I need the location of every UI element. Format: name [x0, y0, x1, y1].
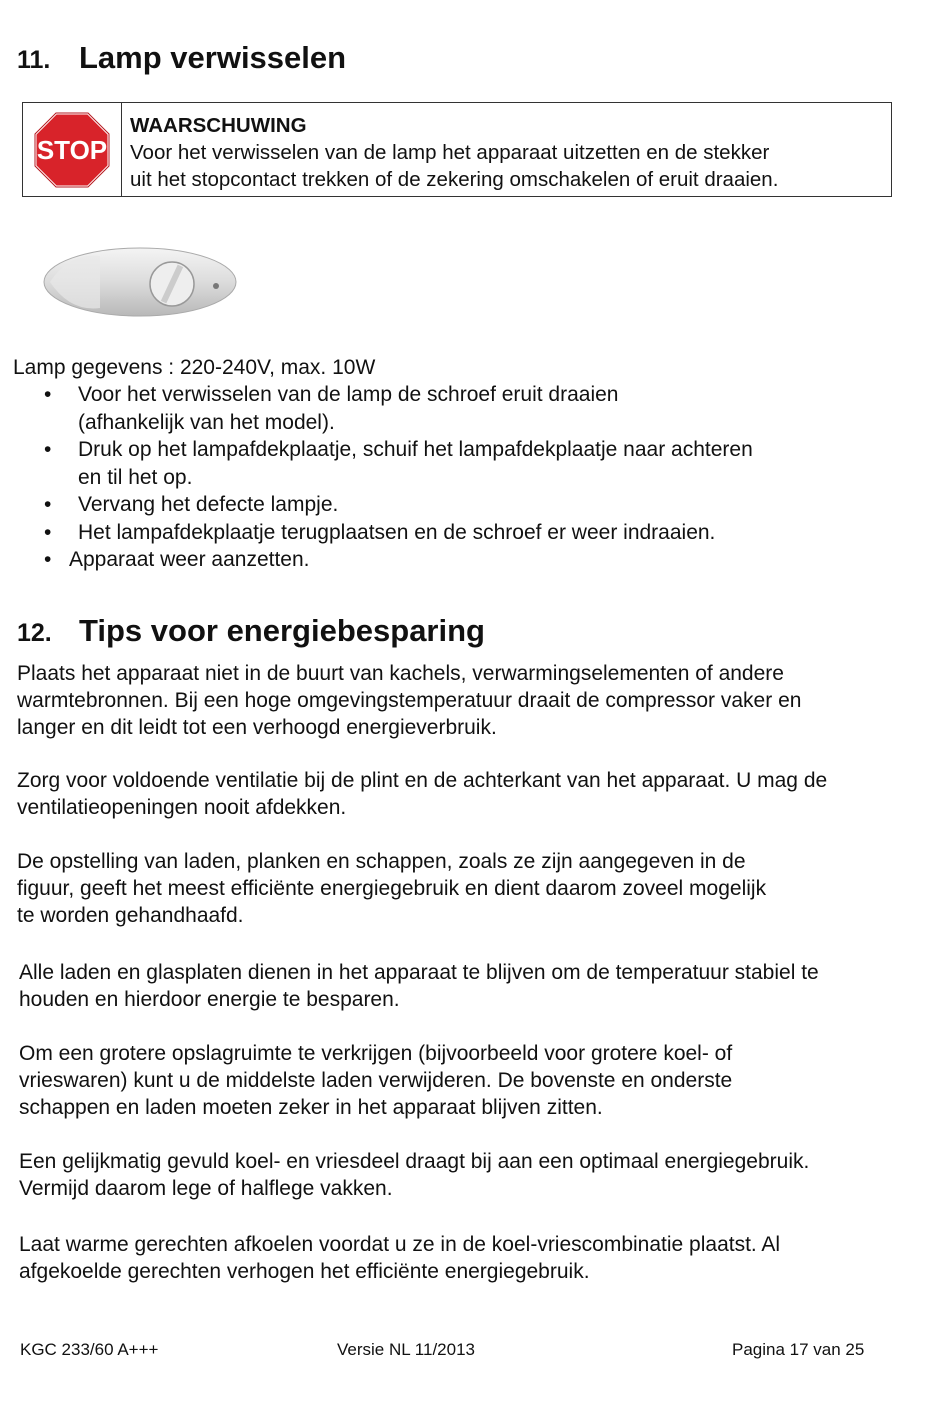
list-item: • Druk op het lampafdekplaatje, schuif het lampafdekplaatje naar achteren en til het op.	[40, 436, 753, 491]
warning-text	[122, 103, 786, 196]
section-11-title: Lamp verwisselen	[79, 40, 347, 75]
lamp-steps-list	[40, 381, 753, 574]
footer-page-number: Pagina 17 van 25	[732, 1340, 865, 1359]
paragraph: Een gelijkmatig gevuld koel- en vriesdeel draagt bij aan een optimaal energiegebruik. Vermijd daarom lege of halflege vakken.	[19, 1150, 810, 1200]
paragraph: Laat warme gerechten afkoelen voordat u ze in de koel-vriescombinatie plaatst. Al afgekoelde gerechten verhogen het efficiënte energiegebruik.	[19, 1233, 781, 1283]
list-item: • Voor het verwisselen van de lamp de schroef eruit draaien (afhankelijk van het model).	[40, 381, 753, 436]
lamp-data: Lamp gegevens : 220-240V, max. 10W	[13, 356, 376, 379]
section-12-number: 12.	[17, 619, 52, 647]
list-item: • Vervang het defecte lampje.	[40, 491, 753, 519]
stop-sign-icon	[33, 111, 111, 189]
section-11-number: 11.	[17, 46, 51, 74]
section-12-title: Tips voor energiebesparing	[79, 613, 485, 648]
warning-line-2: uit het stopcontact trekken of de zekering omschakelen of eruit draaien.	[130, 168, 779, 191]
stop-sign-text: STOP	[36, 134, 108, 165]
paragraph: Zorg voor voldoende ventilatie bij de plint en de achterkant van het apparaat. U mag de ventilatieopeningen nooit afdekken.	[17, 769, 828, 819]
section-11-heading	[17, 40, 346, 76]
warning-line-1: Voor het verwisselen van de lamp het apparaat uitzetten en de stekker	[130, 141, 770, 164]
footer-version: Versie NL 11/2013	[337, 1340, 475, 1359]
list-item: • Apparaat weer aanzetten.	[40, 546, 753, 574]
warning-box	[22, 102, 892, 197]
warning-title: WAARSCHUWING	[130, 114, 307, 137]
paragraph: Om een grotere opslagruimte te verkrijgen (bijvoorbeeld voor grotere koel- of vrieswaren) kunt u de middelste laden verwijderen. De bovenste en onderste schappen en laden moeten zeker in het apparaat blijven zitten.	[19, 1042, 733, 1119]
footer-model: KGC 233/60 A+++	[20, 1340, 159, 1359]
section-12-heading	[17, 613, 485, 649]
paragraph: Alle laden en glasplaten dienen in het apparaat te blijven om de temperatuur stabiel te houden en hierdoor energie te besparen.	[19, 961, 819, 1011]
lamp-cover-image	[40, 242, 240, 322]
list-item: • Het lampafdekplaatje terugplaatsen en de schroef er weer indraaien.	[40, 519, 753, 547]
warning-icon-cell	[23, 103, 122, 196]
paragraph: De opstelling van laden, planken en schappen, zoals ze zijn aangegeven in de figuur, geeft het meest efficiënte energiegebruik en dient daarom zoveel mogelijk te worden gehandhaafd.	[17, 850, 767, 927]
paragraph: Plaats het apparaat niet in de buurt van kachels, verwarmingselementen of andere warmtebronnen. Bij een hoge omgevingstemperatuur draait de compressor vaker en langer en dit leidt tot een verhoogd energieverbruik.	[17, 662, 802, 739]
